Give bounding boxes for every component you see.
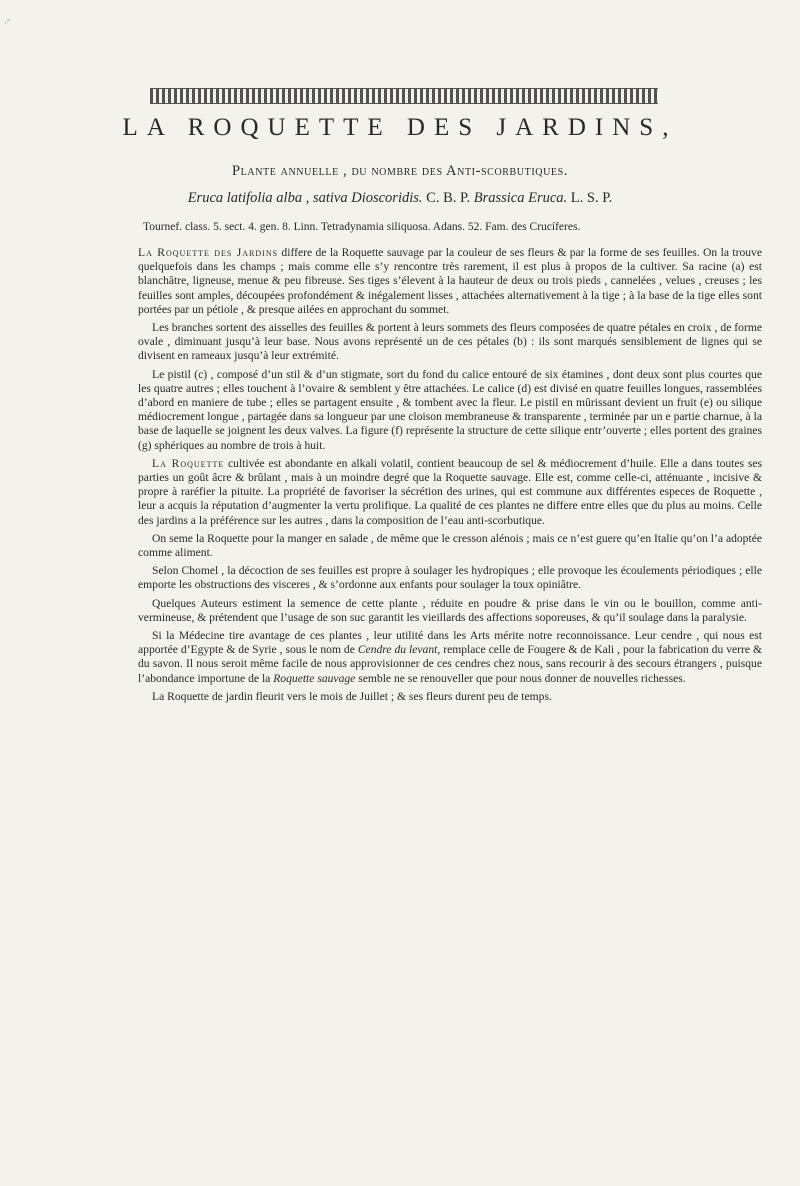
paragraph-3: Le pistil (c) , composé d’un stil & d’un stigmate, sort du fond du calice entouré de six étamines , dont deux sont plus courtes que les quatre autres ; elles touchent à l’ovaire & semblent y être attachées. Le calice (d) est divisé en quatre feuilles longues, rassemblées d’abord en maniere de tube ; elles se partagent ensuite , & tombent avec la fleur. Le pistil en mûrissant devient un fruit (e) ou silique médiocrement longue , partagée dans sa longueur par une cloison membraneuse & transparente , terminée par un e partie charnue, à la base de laquelle se joignent les deux valves. La figure (f) représente la structure de cette silique entr’ouverte ; elles portent des graines (g) sphériques au nombre de trois à huit.: [138, 367, 762, 452]
paragraph-5: On seme la Roquette pour la manger en salade , de même que le cresson alénois ; mais ce n’est guere qu’en Italie qu’on l’a adoptée comme aliment.: [138, 531, 762, 560]
paragraph-4: [138, 457, 762, 528]
paragraph-8a: Si la Médecine tire avantage de ces plantes , leur utilité dans les Arts mérite notre reconnoissance. Leur cendre , qui nous est apportée d’Egypte & de Syrie , sous le nom de: [138, 629, 762, 657]
margin-mark: ·ˆ: [4, 18, 10, 28]
paragraph-4-lead: La Roquette: [152, 456, 225, 470]
paragraph-8: [138, 629, 762, 686]
paragraph-4-text: cultivée est abondante en alkali volatil, contient beaucoup de sel & médiocrement d’huile. Elle a dans toutes ses parties un goût âcre & brûlant , mais à un moindre degré que la Roquette sauvage. Elle est, comme celle-ci, atténuante , incisive & propre à raréfier la pituite. La propriété de favoriser la sécrétion des urines, qui est commune aux différentes especes de Roquette , leur a acquis la réputation d’augmenter la vertu prolifique. La qualité de ces plantes ne differe entre elles que du plus au moins. Celle des jardins a la préférence sur les autres , dans la composition de l’eau anti-scorbutique.: [138, 456, 762, 527]
latin-name-b: C. B. P.: [422, 190, 474, 206]
paragraph-8e: semble ne se renouveller que pour nous donner de nouvelles richesses.: [355, 671, 686, 685]
paragraph-1: [138, 246, 762, 317]
page-subtitle: Plante annuelle , du nombre des Anti-scorbutiques.: [232, 163, 568, 179]
latin-names: [0, 190, 800, 207]
body-text: [138, 246, 762, 708]
latin-name-c: Brassica Eruca.: [473, 190, 568, 206]
paragraph-1-text: differe de la Roquette sauvage par la couleur de ses fleurs & par la forme de ses feuilles. On la trouve quelquefois dans les champs ; mais comme elle s’y rencontre très rarement, il est plus à propos de la cultiver. Sa racine (a) est blanchâtre, ligneuse, menue & peu fibreuse. Ses tiges s’élevent à la hauteur de deux ou trois pieds , cannelées , velues , creuses ; les feuilles sont amples, découpées profondément & inégalement lisses , attachées alternativement à la tige ; à la base de la tige elles sont portées par un pétiole , & presque ailées en approchant du sommet.: [138, 246, 762, 316]
latin-name-d: L. S. P.: [567, 190, 613, 206]
header-ornament: [150, 88, 658, 104]
classification-refs: Tournef. class. 5. sect. 4. gen. 8. Linn. Tetradynamia siliquosa. Adans. 52. Fam. des Crucíferes.: [143, 221, 581, 233]
paragraph-7: Quelques Auteurs estiment la semence de cette plante , réduite en poudre & prise dans le vin ou le bouillon, comme anti-vermineuse, & prétendent que l’usage de son suc garantit les vieillards des affections soporeuses, & qu’il soulage dans la paralysie.: [138, 596, 762, 624]
paragraph-6: Selon Chomel , la décoction de ses feuilles est propre à soulager les hydropiques ; elle provoque les écoulements périodiques ; elle emporte les obstructions des visceres , & s’ordonne aux enfants pour soulager la toux opiniâtre.: [138, 564, 762, 592]
paragraph-2: Les branches sortent des aisselles des feuilles & portent à leurs sommets des fleurs composées de quatre pétales en croix , de forme ovale , diminuant jusqu’à leur base. Nous avons représenté un de ces pétales (b) : ils sont marqués sensiblement de lignes qui se divisent en rameaux jusqu’à leur extrémité.: [138, 321, 762, 363]
paragraph-9: La Roquette de jardin fleurit vers le mois de Juillet ; & ses fleurs durent peu de temps.: [152, 689, 552, 703]
paragraph-8-italic-1: Cendre du levant: [357, 643, 438, 657]
paragraph-1-lead: La Roquette des Jardins: [138, 246, 279, 259]
paragraph-8-italic-2: Roquette sauvage: [273, 671, 356, 685]
latin-name-a: Eruca latifolia alba , sativa Dioscoridis.: [187, 190, 423, 206]
page-title: LA ROQUETTE DES JARDINS,: [122, 114, 678, 141]
paragraph-8c: , remplace celle de Fougere & de Kali , pour la fabrication du verre & du savon. Il nous seroit même facile de nous approvisionner de ces cendres chez nous, sans recourir à des secours étrangers , puisque l’abondance importune de la: [138, 643, 762, 685]
